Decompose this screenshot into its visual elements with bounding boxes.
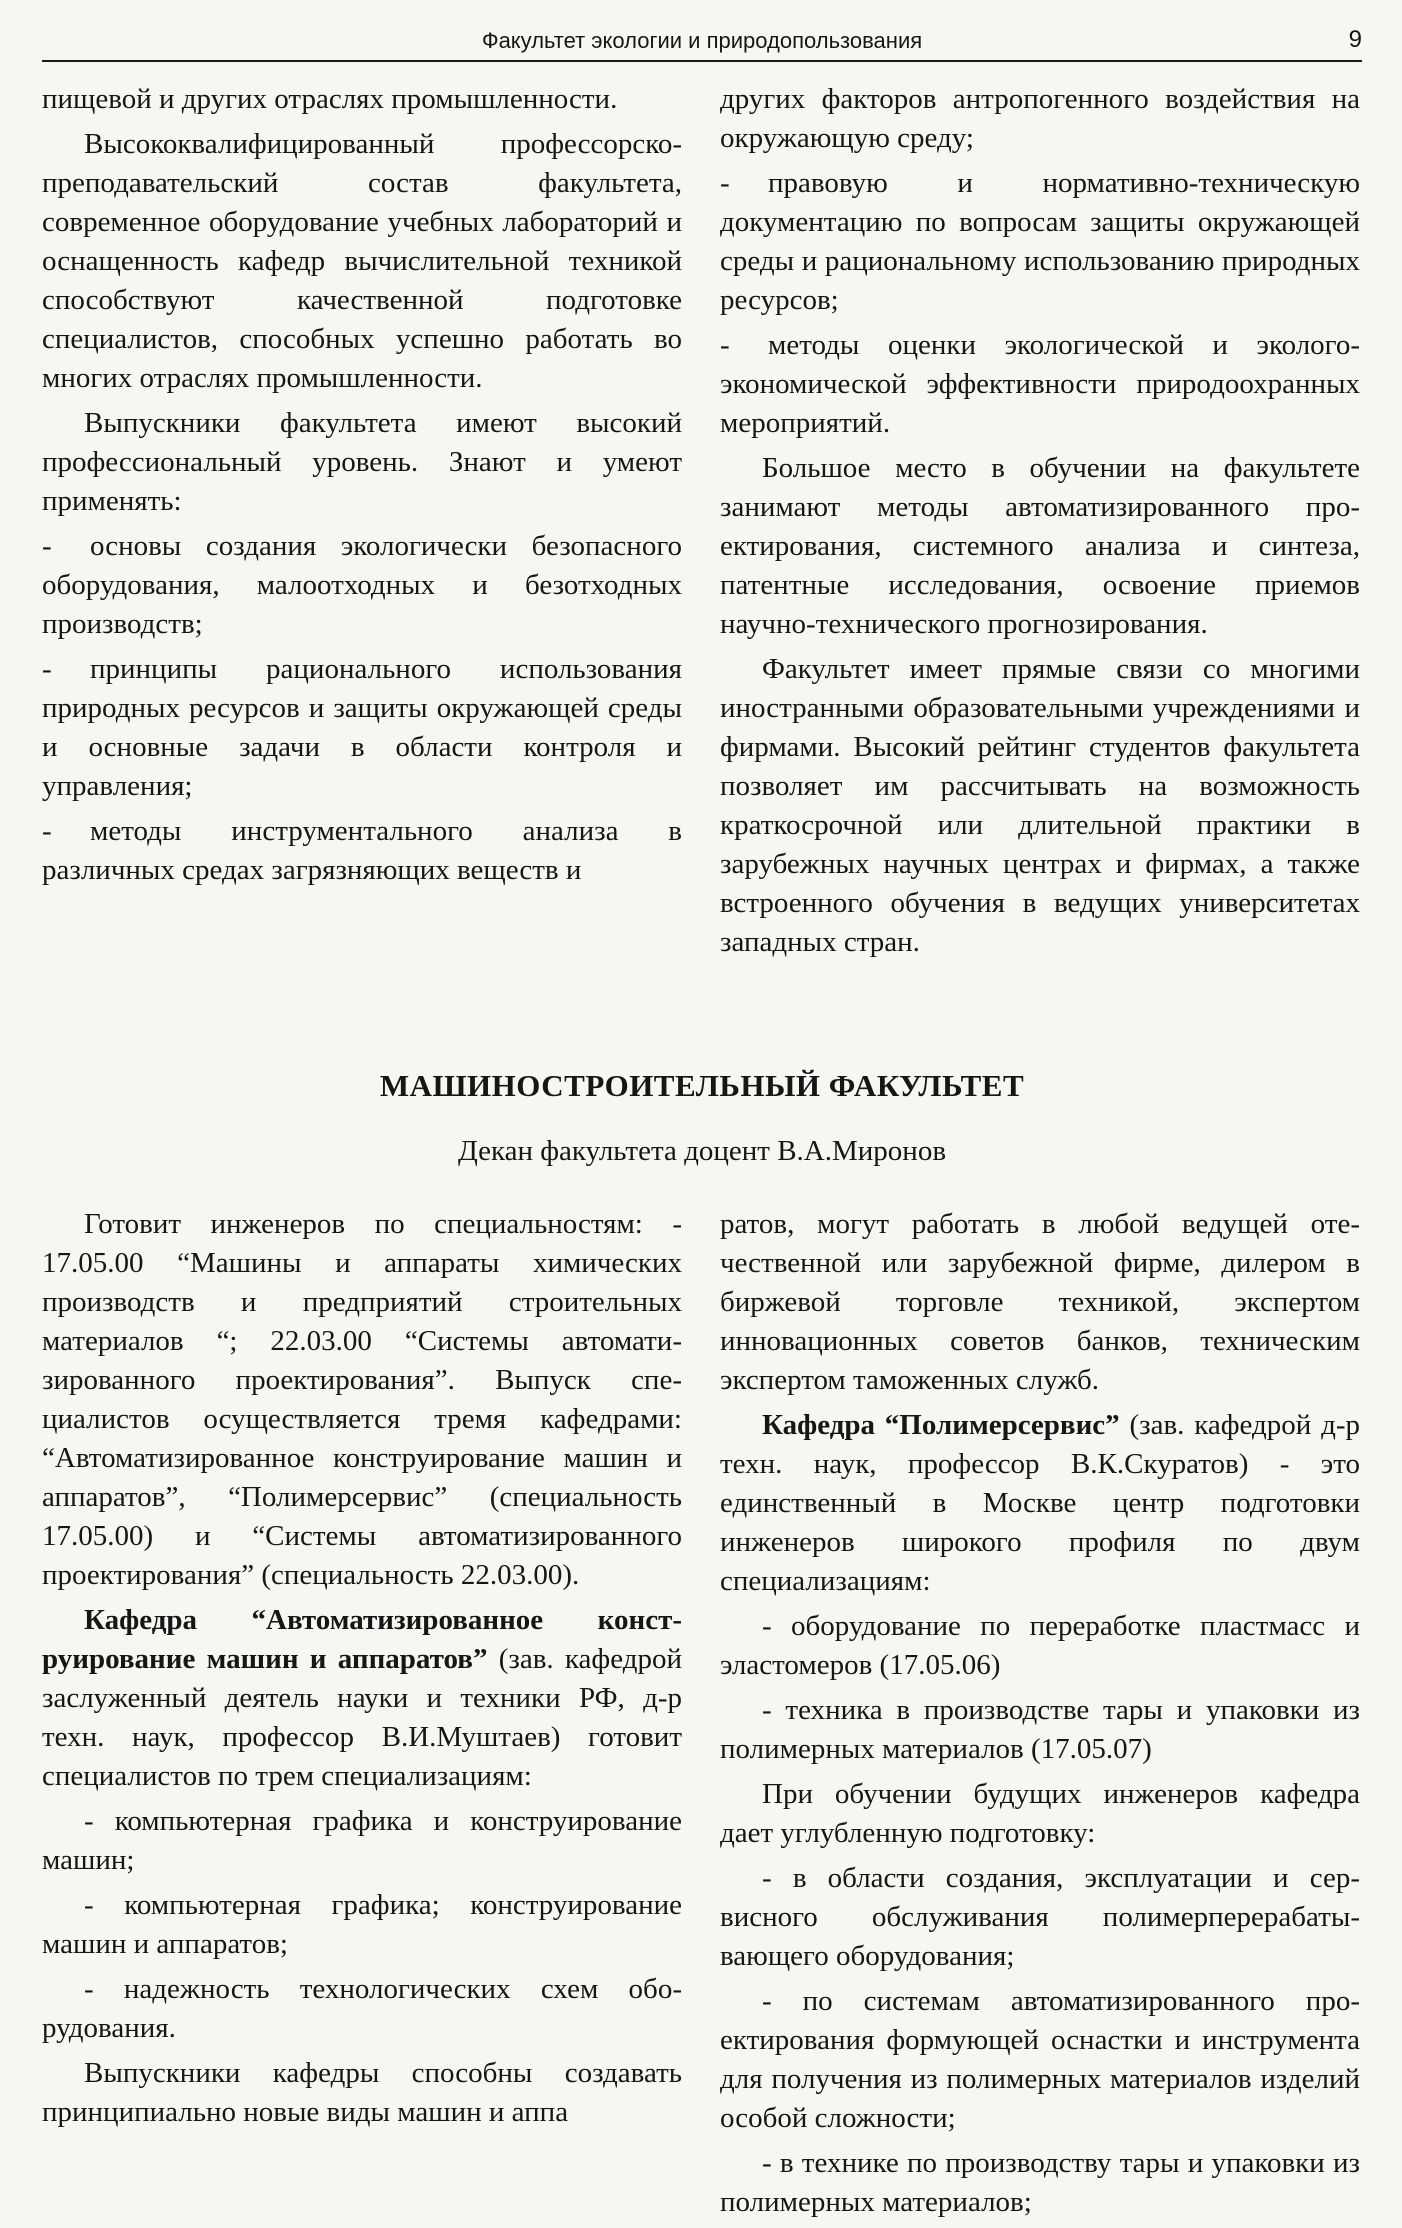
- list-item: [42, 527, 682, 644]
- paragraph: Факультет имеет прямые связи со многими иностранными образовательными учреждениями и фирмами. Высокий рейтинг студентов факультета позволяет им рассчитывать на возможность краткосрочной или длительной практики в зарубежных научных центрах и фирмах, а также встроенного обучения в ведущих университетах западных стран.: [720, 653, 1360, 958]
- dash-marker: -: [720, 329, 730, 361]
- left-column-top: [42, 80, 682, 896]
- paragraph: Высококвалифицированный профессорско-преподавательский состав факультета, современное оборудование учебных лабораторий и оснащенность кафедр вычислительной техникой способствуют качественной подготовке специалистов, способных успешно работать во многих отраслях промышленности.: [42, 128, 682, 394]
- dash-marker: -: [42, 653, 52, 685]
- paragraph: [720, 1406, 1360, 1601]
- list-item: [720, 164, 1360, 320]
- paragraph: Готовит инженеров по специальностям: - 17.05.00 “Машины и аппараты химических производств и предприятий строительных материалов “; 22.03.00 “Системы автоматизированного проектирования”. Выпуск специалистов осуществляется тремя кафедрами: “Автоматизированное конструирование машин и аппаратов”, “Полимерсервис” (специальность 17.05.00) и “Системы автоматизированного проектирования” (специальность 22.03.00).: [42, 1208, 682, 1591]
- paragraph: При обучении будущих инженеров кафедра дает углубленную подготовку:: [720, 1778, 1360, 1849]
- list-item: [42, 812, 682, 890]
- dean-line: Декан факультета доцент В.А.Миронов: [457, 1135, 947, 1167]
- page-number: 9: [1348, 26, 1362, 53]
- paragraph: ратов, могут работать в любой ведущей отечественной или зарубежной фирме, дилером в биржевой торговле техникой, экспертом инновационных советов банков, техническим экспертом таможенных служб.: [720, 1208, 1360, 1396]
- list-item: - техника в производстве тары и упаковки из полимерных материалов (17.05.07): [720, 1694, 1360, 1765]
- right-column-bottom: [720, 1205, 1360, 2228]
- paragraph: других факторов антропогенного воздействия на окружающую среду;: [720, 83, 1360, 154]
- list-item: [720, 326, 1360, 443]
- list-item: - в области создания, эксплуатации и сервисного обслуживания полимерперерабатывающего оборудования;: [720, 1862, 1360, 1972]
- paragraph: пищевой и других отраслях промышленности.: [42, 83, 618, 115]
- dash-marker: -: [720, 167, 730, 199]
- list-item: [42, 650, 682, 806]
- header-title: Факультет экологии и природопользования: [481, 28, 923, 53]
- list-item-text: принципы рационального использования природных ресурсов и защиты окружающей среды и основные задачи в области контроля и управления;: [42, 653, 682, 802]
- list-item: - по системам автоматизированного проектирования формующей оснастки и инструмента для получения из полимерных материалов изделий особой сложности;: [720, 1985, 1360, 2134]
- right-column-top: [720, 80, 1360, 968]
- department-description: (зав. кафедрой д-р техн. наук, профессор В.К.Скуратов) - это единственный в Москве центр подготовки инженеров широкого профиля по двум специализациям:: [720, 1409, 1361, 1597]
- list-item: - в технике по производству тары и упаковки из полимерных материалов;: [720, 2147, 1360, 2218]
- list-item-text: методы инструментального анализа в различных средах загрязняющих веществ и: [42, 815, 682, 886]
- running-header: [42, 22, 1362, 62]
- list-item: - компьютерная графика и конструирование машин;: [42, 1805, 682, 1876]
- department-name: Кафедра “Полимерсервис”: [762, 1409, 1120, 1441]
- list-item: - оборудование по переработке пластмасс и эластомеров (17.05.06): [720, 1610, 1360, 1681]
- department-description: (зав. кафедрой заслуженный деятель науки и техники РФ, д-р техн. наук, профессор В.И.Муштаев) готовит специалистов по трем специализациям:: [42, 1643, 682, 1792]
- dash-marker: -: [42, 530, 52, 562]
- list-item: - компьютерная графика; конструирование машин и аппаратов;: [42, 1889, 682, 1960]
- list-item-text: методы оценки экологической и эколого-экономической эффективности природоохранных мероприятий.: [720, 329, 1360, 439]
- list-item-text: основы создания экологически безопасного оборудования, малоотходных и безотходных производств;: [42, 530, 682, 640]
- paragraph: Большое место в обучении на факультете занимают методы автоматизированного проектирования, системного анализа и синтеза, патентные исследования, освоение приемов научно-технического прогнозирования.: [720, 452, 1360, 640]
- list-item-text: правовую и нормативно-техническую документацию по вопросам защиты окружающей среды и рациональному использованию природных ресурсов;: [720, 167, 1360, 316]
- paragraph: Выпускники кафедры способны создавать принципиально новые виды машин и аппа: [42, 2057, 682, 2128]
- dash-marker: -: [42, 815, 52, 847]
- section-title: МАШИНОСТРОИТЕЛЬНЫЙ ФАКУЛЬТЕТ: [379, 1068, 1025, 1103]
- paragraph: Выпускники факультета имеют высокий профессиональный уровень. Знают и умеют применять:: [42, 407, 682, 517]
- list-item: - надежность технологических схем оборудования.: [42, 1973, 682, 2044]
- department-name: Кафедра “Автоматизированное конструирование машин и аппаратов”: [42, 1604, 682, 1675]
- left-column-bottom: [42, 1205, 682, 2138]
- paragraph: [42, 1601, 682, 1796]
